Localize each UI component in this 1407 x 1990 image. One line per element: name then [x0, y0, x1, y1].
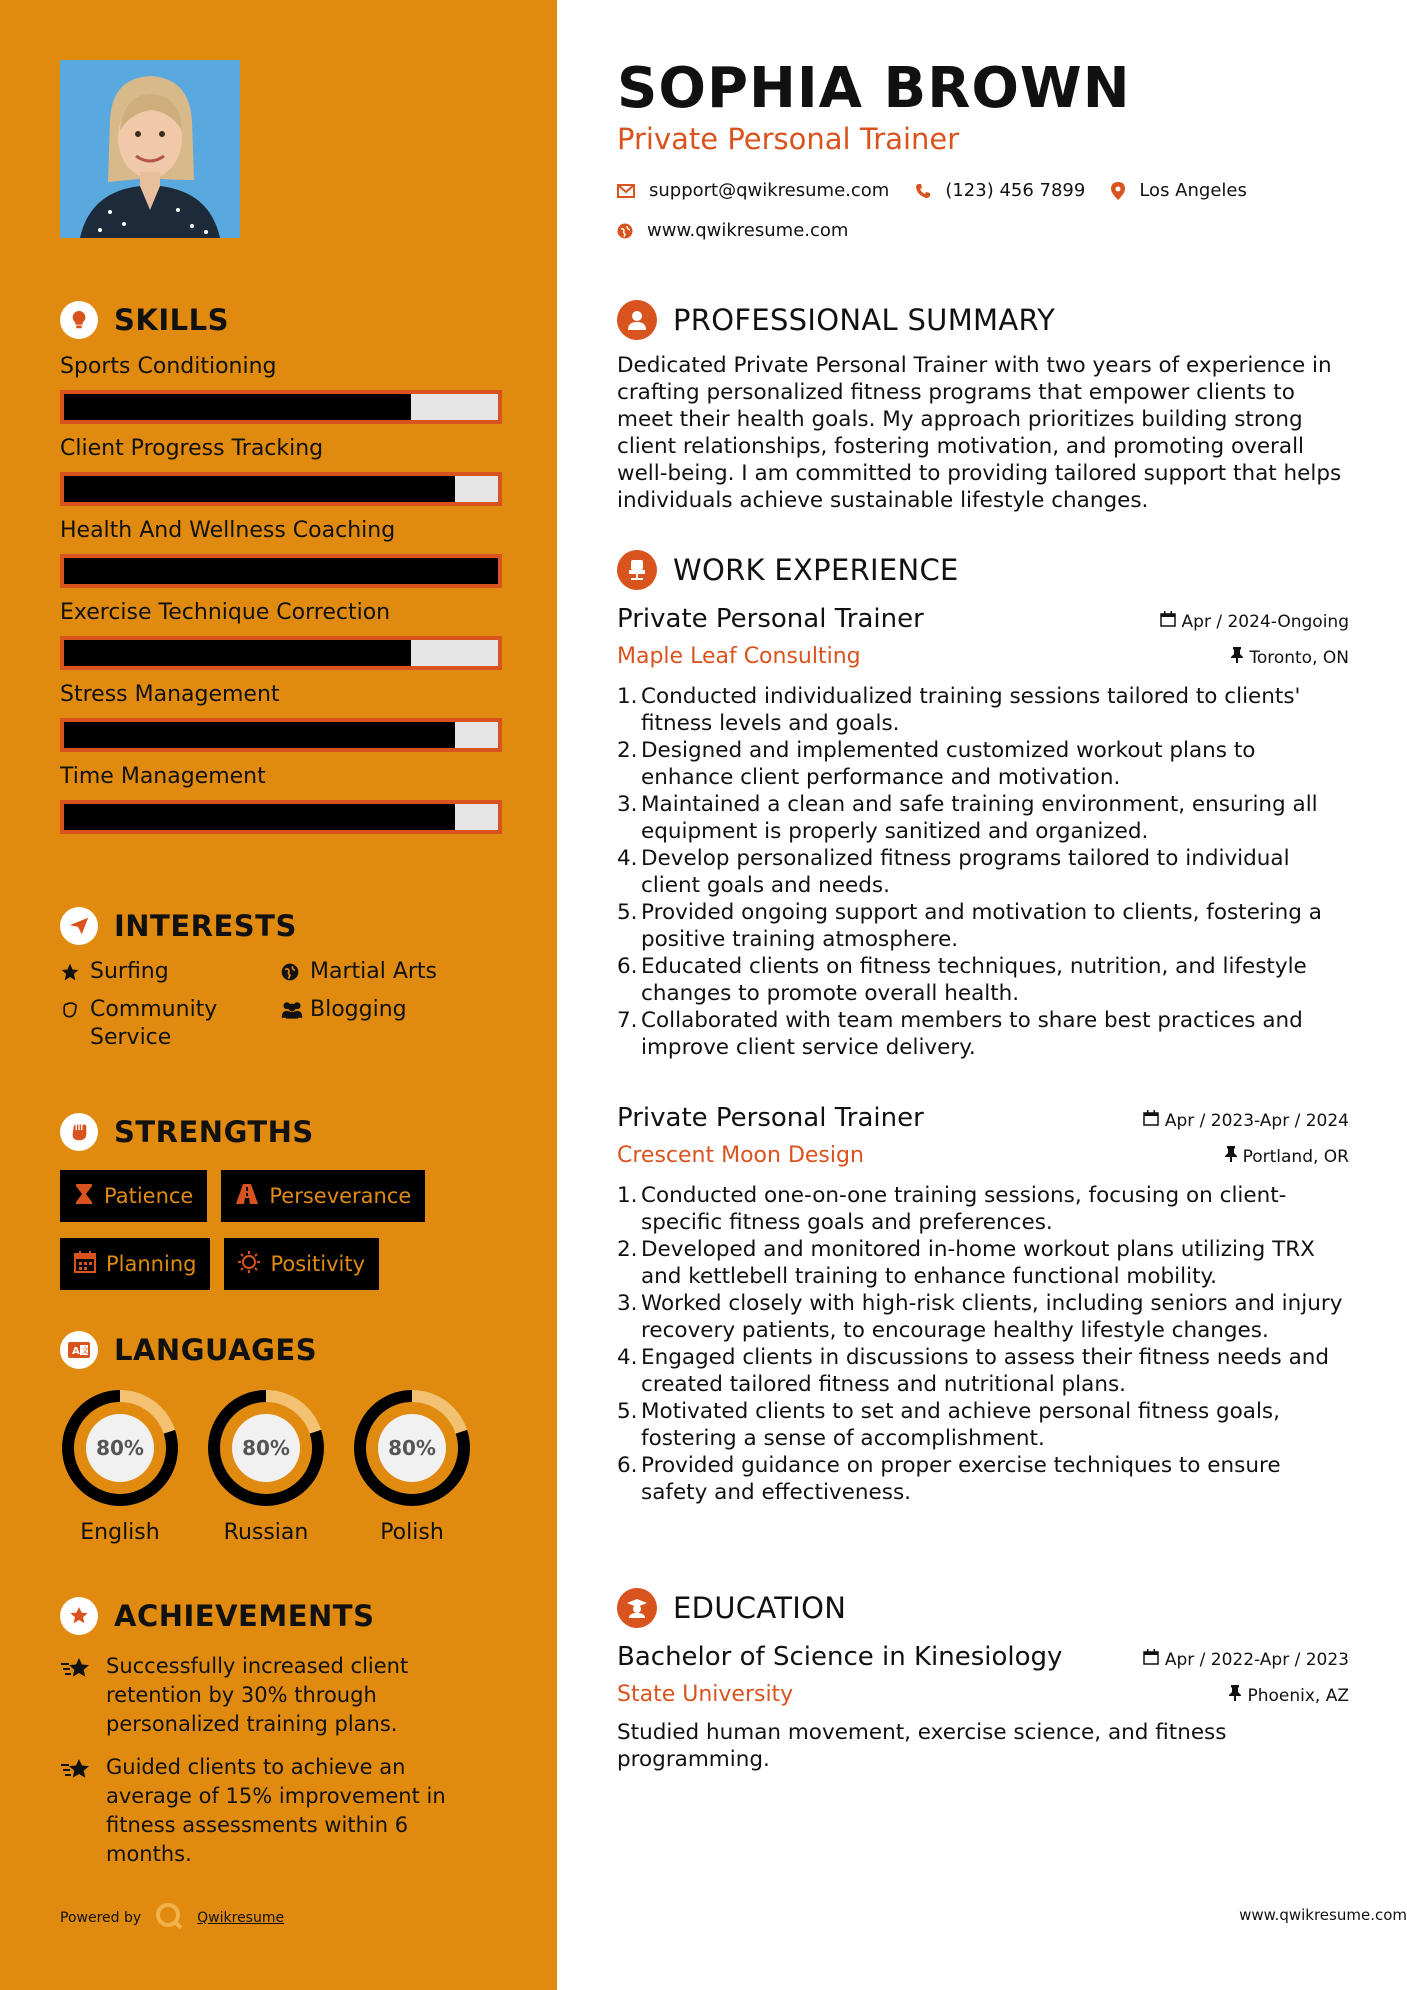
- skill-level-fill: [64, 640, 411, 666]
- job-entry: [617, 604, 1349, 1061]
- phone-icon: [915, 183, 931, 199]
- language-name: English: [80, 1520, 160, 1545]
- calendar-icon: [74, 1251, 96, 1278]
- sidebar: [0, 0, 557, 1990]
- strength-chip: Patience: [60, 1170, 207, 1222]
- lightbulb-icon: [60, 301, 98, 339]
- qwikresume-logo-icon: [155, 1902, 183, 1934]
- company-name: Maple Leaf Consulting: [617, 644, 861, 669]
- experience-title: WORK EXPERIENCE: [673, 553, 959, 587]
- language-name: Polish: [380, 1520, 444, 1545]
- achievements-section: [60, 1594, 520, 1869]
- job-location: Portland, OR: [1225, 1146, 1349, 1167]
- skill-name: Sports Conditioning: [60, 354, 277, 379]
- skill-level-bar: [60, 800, 502, 834]
- contact-row: [617, 180, 1247, 201]
- achievement-item: Successfully increased client retention by 30% through personalized training plans.: [60, 1652, 520, 1739]
- summary-title: PROFESSIONAL SUMMARY: [673, 303, 1056, 337]
- job-title: Private Personal Trainer: [617, 604, 924, 634]
- user-icon: [617, 300, 657, 340]
- skill-level-fill: [64, 394, 411, 420]
- medal-star-icon: [60, 1597, 98, 1635]
- job-bullets: [617, 1182, 1349, 1506]
- pushpin-icon: [1229, 1685, 1241, 1706]
- job-date: Apr / 2024-Ongoing: [1160, 611, 1349, 632]
- interests-list: [60, 958, 520, 1052]
- phone: (123) 456 7899: [945, 180, 1086, 201]
- job-title: Private Personal Trainer: [617, 1103, 924, 1133]
- language-percent: 80%: [242, 1436, 290, 1460]
- education-title: EDUCATION: [673, 1591, 847, 1625]
- language-percent: 80%: [96, 1436, 144, 1460]
- language-percent: 80%: [388, 1436, 436, 1460]
- degree: Bachelor of Science in Kinesiology: [617, 1642, 1063, 1672]
- summary-text: Dedicated Private Personal Trainer with two years of experience in crafting personalized fitness programs that empower clients to meet their health goals. My approach prioritizes building strong client relationships, fostering motivation, and promoting overall well-being. I am committed to providing tailored support that helps individuals achieve sustainable lifestyle changes.: [617, 353, 1342, 513]
- calendar-icon: [1160, 611, 1176, 632]
- star-icon: [60, 1652, 106, 1739]
- list-item: 1. Conducted individualized training sessions tailored to clients' fitness levels and goals.: [617, 684, 1301, 736]
- strength-chip: Positivity: [224, 1238, 379, 1290]
- education-location: Phoenix, AZ: [1229, 1685, 1349, 1706]
- interest-item: Surfing: [60, 958, 280, 986]
- chair-icon: [617, 550, 657, 590]
- interests-title: INTERESTS: [114, 909, 297, 943]
- interests-section: [60, 904, 520, 1052]
- languages-title: LANGUAGES: [114, 1333, 318, 1367]
- skill-level-bar: [60, 390, 502, 424]
- strength-chip: Planning: [60, 1238, 210, 1290]
- education-text: Studied human movement, exercise science, and fitness programming.: [617, 1720, 1227, 1772]
- skill-level-fill: [64, 722, 455, 748]
- summary-section: [617, 298, 1349, 514]
- skills-title: SKILLS: [114, 303, 229, 337]
- list-item: 5. Provided ongoing support and motivation to clients, fostering a positive training atmosphere.: [617, 900, 1322, 952]
- skill-level-bar: [60, 472, 502, 506]
- language-item: [206, 1388, 326, 1545]
- road-icon: [235, 1184, 259, 1209]
- company-name: Crescent Moon Design: [617, 1143, 864, 1168]
- list-item: 3. Worked closely with high-risk clients, including seniors and injury recovery patients, to encourage healthy lifestyle changes.: [617, 1291, 1343, 1343]
- graduate-icon: [617, 1588, 657, 1628]
- skill-name: Health And Wellness Coaching: [60, 518, 396, 543]
- list-item: 3. Maintained a clean and safe training environment, ensuring all equipment is properly sanitized and organized.: [617, 792, 1318, 844]
- skill-level-bar: [60, 718, 502, 752]
- skill-level-bar: [60, 554, 502, 588]
- svg-text:文: 文: [81, 1346, 89, 1355]
- hourglass-icon: [74, 1183, 94, 1210]
- language-item: [352, 1388, 472, 1545]
- interest-item: Blogging: [280, 996, 500, 1052]
- website[interactable]: www.qwikresume.com: [647, 220, 849, 241]
- language-ring: [60, 1388, 180, 1508]
- list-item: 2. Designed and implemented customized workout plans to enhance client performance and motivation.: [617, 738, 1256, 790]
- skill-name: Time Management: [60, 764, 266, 789]
- skill-name: Client Progress Tracking: [60, 436, 324, 461]
- powered-by: Powered by Qwikresume: [60, 1902, 284, 1934]
- globe-icon: [617, 223, 633, 239]
- hand-icon: [60, 996, 90, 1020]
- language-ring: [206, 1388, 326, 1508]
- list-item: 7. Collaborated with team members to share best practices and improve client service delivery.: [617, 1008, 1303, 1060]
- languages-section: [60, 1328, 520, 1545]
- job-date: Apr / 2023-Apr / 2024: [1143, 1110, 1349, 1131]
- language-icon: [60, 1331, 98, 1369]
- list-item: 1. Conducted one-on-one training sessions, focusing on client-specific fitness goals and preferences.: [617, 1183, 1287, 1235]
- svg-text:A: A: [72, 1346, 80, 1357]
- star-icon: [60, 1753, 106, 1869]
- paper-plane-icon: [60, 907, 98, 945]
- language-item: [60, 1388, 180, 1545]
- skills-section: [60, 298, 520, 834]
- star-icon: [60, 958, 90, 982]
- education-date: Apr / 2022-Apr / 2023: [1143, 1649, 1349, 1670]
- job-bullets: [617, 683, 1349, 1061]
- list-item: 2. Developed and monitored in-home workout plans utilizing TRX and kettlebell training to enhance functional mobility.: [617, 1237, 1315, 1289]
- skill-name: Exercise Technique Correction: [60, 600, 391, 625]
- education-section: [617, 1586, 1349, 1773]
- job-entry: [617, 1103, 1349, 1506]
- profile-photo: [60, 60, 240, 238]
- strengths-section: [60, 1110, 520, 1290]
- list-item: 5. Motivated clients to set and achieve personal fitness goals, fostering a sense of accomplishment.: [617, 1399, 1280, 1451]
- sun-icon: [238, 1251, 260, 1278]
- location: Los Angeles: [1139, 180, 1247, 201]
- achievement-item: Guided clients to achieve an average of 15% improvement in fitness assessments within 6 months.: [60, 1753, 520, 1869]
- email[interactable]: support@qwikresume.com: [649, 180, 890, 201]
- list-item: 4. Develop personalized fitness programs tailored to individual client goals and needs.: [617, 846, 1290, 898]
- list-item: 4. Engaged clients in discussions to assess their fitness needs and created tailored fitness and nutritional plans.: [617, 1345, 1330, 1397]
- qwikresume-link[interactable]: Qwikresume: [197, 1910, 285, 1926]
- skill-level-bar: [60, 636, 502, 670]
- map-pin-icon: [1111, 182, 1125, 200]
- interest-item: Community Service: [60, 996, 280, 1052]
- job-location: Toronto, ON: [1231, 647, 1349, 668]
- skill-level-fill: [64, 804, 455, 830]
- calendar-icon: [1143, 1649, 1159, 1670]
- experience-section: [617, 548, 1349, 1506]
- language-name: Russian: [223, 1520, 309, 1545]
- achievements-title: ACHIEVEMENTS: [114, 1599, 375, 1633]
- list-item: 6. Provided guidance on proper exercise techniques to ensure safety and effectiveness.: [617, 1453, 1281, 1505]
- globe-icon: [280, 958, 310, 982]
- fist-icon: [60, 1113, 98, 1151]
- calendar-icon: [1143, 1110, 1159, 1131]
- strength-chip: Perseverance: [221, 1170, 425, 1222]
- candidate-name: SOPHIA BROWN: [617, 56, 1131, 121]
- skill-level-fill: [64, 476, 455, 502]
- footer-url[interactable]: www.qwikresume.com: [1239, 1906, 1407, 1924]
- skill-level-fill: [64, 558, 498, 584]
- school: State University: [617, 1682, 794, 1707]
- interest-item: Martial Arts: [280, 958, 500, 986]
- candidate-role: Private Personal Trainer: [617, 122, 960, 156]
- website-row: [617, 220, 848, 241]
- envelope-icon: [617, 184, 635, 198]
- list-item: 6. Educated clients on fitness techniques, nutrition, and lifestyle changes to promote overall health.: [617, 954, 1307, 1006]
- skill-name: Stress Management: [60, 682, 280, 707]
- pushpin-icon: [1225, 1146, 1237, 1167]
- pushpin-icon: [1231, 647, 1243, 668]
- users-icon: [280, 996, 310, 1020]
- strengths-title: STRENGTHS: [114, 1115, 314, 1149]
- language-ring: [352, 1388, 472, 1508]
